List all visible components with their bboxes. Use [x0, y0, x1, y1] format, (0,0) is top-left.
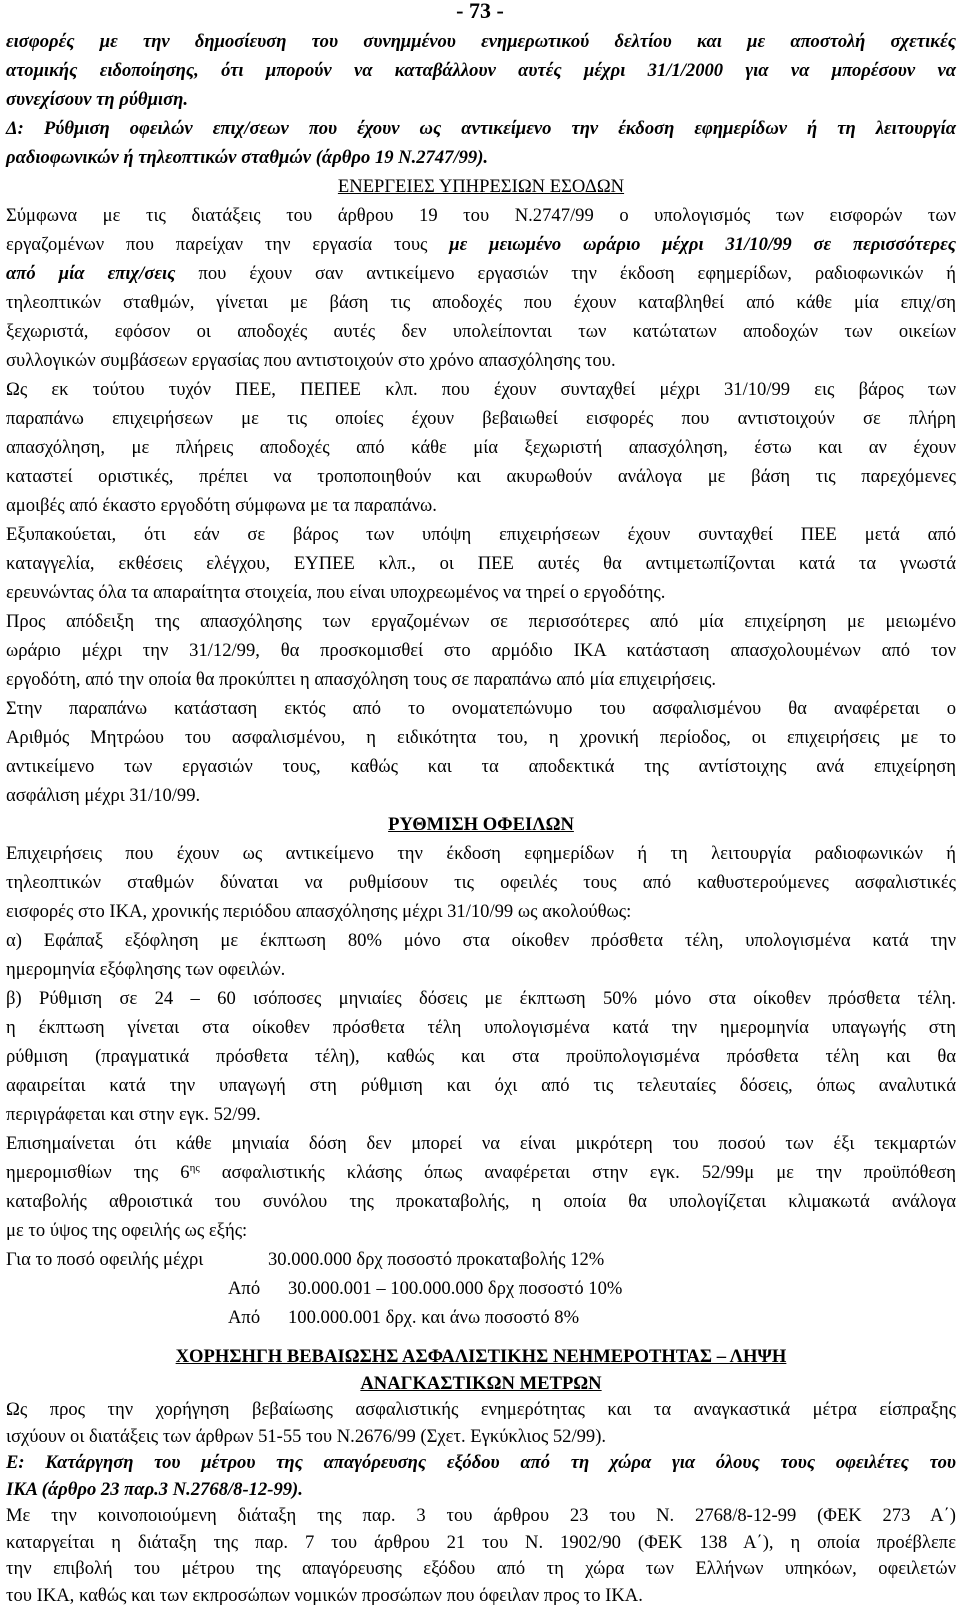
text-line: ατομικής ειδοποίησης, ότι μπορούν να καταβάλλουν αυτές μέχρι 31/1/2000 για να μπορέσουν να — [6, 60, 956, 81]
text-segment: που έχουν σαν αντικείμενο εργασιών την έκδοση εφημερίδων, ραδιοφωνικών ή — [175, 263, 956, 284]
text-line — [6, 1160, 956, 1185]
text-line: Με την κοινοποιούμενη διάταξη της παρ. 3 του άρθρου 23 του Ν. 2768/8-12-99 (ΦΕΚ 273 Α΄) — [6, 1505, 956, 1526]
text-line: απασχόληση, με πλήρεις αποδοχές από κάθε μία ξεχωριστή απασχόληση, έστω και αν έχουν — [6, 437, 956, 458]
text-segment: εργαζομένων που παρείχαν την εργασία τους — [6, 234, 450, 255]
text-line: ημερομηνία εξόφλησης των οφειλών. — [6, 959, 286, 980]
section-heading-e: Ε: Κατάργηση του μέτρου της απαγόρευσης εξόδου από τη χώρα για όλους τους οφειλέτες του — [6, 1452, 956, 1473]
text-segment: ασφαλιστικής κλάσης όπως αναφέρεται στην εγκ. 52/99μ με την προϋπόθεση — [199, 1162, 956, 1183]
text-line: ασφάλιση μέχρι 31/10/99. — [6, 785, 201, 806]
rate-value: 100.000.001 δρχ. και άνω ποσοστό 8% — [288, 1307, 580, 1328]
section-heading-d: Δ: Ρύθμιση οφειλών επιχ/σεων που έχουν ως αντικείμενο την έκδοση εφημερίδων ή τη λειτουργία — [6, 118, 956, 139]
text-line: Στην παραπάνω κατάσταση εκτός από το ονοματεπώνυμο του ασφαλισμένου θα αναφέρεται ο — [6, 698, 956, 719]
text-line: ισχύουν οι διατάξεις των άρθρων 51-55 του Ν.2676/99 (Σχετ. Εγκύκλιος 52/99). — [6, 1425, 607, 1447]
text-line: ραδιοφωνικών ή τηλεοπτικών σταθμών (άρθρο 19 Ν.2747/99). — [6, 147, 489, 168]
text-line: εισφορές στο ΙΚΑ, χρονικής περιόδου απασχόλησης μέχρι 31/10/99 ως ακολούθως: — [6, 901, 632, 922]
text-line: Επιχειρήσεις που έχουν ως αντικείμενο την έκδοση εφημερίδων ή τη λειτουργία ραδιοφωνικών ή — [6, 843, 956, 864]
text-line: αμοιβές από έκαστο εργοδότη σύμφωνα με τα παραπάνω. — [6, 495, 437, 516]
rate-value: 30.000.000 δρχ ποσοστό προκαταβολής 12% — [268, 1249, 605, 1270]
emphasis-text: από μία επιχ/σεις — [6, 263, 176, 284]
heading-debt-settlement: ΡΥΘΜΙΣΗ ΟΦΕΙΛΩΝ — [388, 814, 574, 835]
text-line: ωράριο μέχρι την 31/12/99, θα προσκομισθεί στο αρμόδιο ΙΚΑ κατάσταση απασχολουμένων από τον — [6, 640, 956, 661]
text-line: παραπάνω επιχειρήσεων με τις οποίες έχουν βεβαιωθεί εισφορές που αντιστοιχούν σε πλήρη — [6, 408, 956, 429]
text-line: περιγράφεται και στην εγκ. 52/99. — [6, 1104, 261, 1125]
emphasis-text: με μειωμένο ωράριο μέχρι 31/10/99 σε περισσότερες — [449, 234, 956, 255]
text-line: καταστεί οριστικές, πρέπει να τροποποιηθούν και ακυρωθούν ανάλογα με βάση τις παρεχόμενες — [6, 466, 956, 487]
text-line: εργοδότη, από την οποία θα προκύπτει η απασχόληση τους σε παραπάνω από μία επιχειρήσεις. — [6, 669, 716, 690]
page-number: - 73 - — [456, 0, 504, 23]
rate-row — [228, 1305, 828, 1330]
rate-row — [6, 1247, 956, 1272]
text-line: β) Ρύθμιση σε 24 – 60 ισόποσες μηνιαίες δόσεις με έκπτωση 50% μόνο στα οίκοθεν πρόσθετα τέλη. — [6, 988, 956, 1009]
rate-label: Από — [228, 1278, 261, 1299]
text-line: Επισημαίνεται ότι κάθε μηνιαία δόση δεν μπορεί να είναι μικρότερη του ποσού των έξι τεκμαρτών — [6, 1133, 956, 1154]
text-line — [6, 232, 956, 257]
text-line — [6, 261, 956, 286]
text-line: ξεχωριστά, εφόσον οι αποδοχές αυτές δεν υπολείπονται των κατώτατων αποδοχών των οικείων — [6, 321, 956, 342]
text-line: την επιβολή του μέτρου της απαγόρευσης εξόδου από τη χώρα των Ελλήνων υπηκόων, οφειλετών — [6, 1558, 956, 1579]
text-line: τηλεοπτικών σταθμών δύναται να ρυθμίσουν τις οφειλές τους από καθυστερούμενες ασφαλιστικές — [6, 872, 956, 893]
text-line: αντικείμενο των εργασιών τους, καθώς και τα αποδεκτικά της αντίστοιχης ανά επιχείρηση — [6, 756, 956, 777]
text-line: καταβολής αθροιστικά του συνόλου της προκαταβολής, η οποία θα υπολογίζεται κλιμακωτά ανάλογα — [6, 1191, 956, 1212]
text-line: καταργείται η διάταξη της παρ. 7 του άρθρου 21 του Ν. 1902/90 (ΦΕΚ 138 Α΄), η οποία προέβλεπε — [6, 1531, 956, 1553]
text-line: αφαιρείται κατά την υπαγωγή στη ρύθμιση και όχι από τις τελευταίες δόσεις, όπως αναλυτικά — [6, 1075, 956, 1096]
text-line: Ως εκ τούτου τυχόν ΠΕΕ, ΠΕΠΕΕ κλπ. που έχουν συνταχθεί μέχρι 31/10/99 εις βάρος των — [6, 379, 956, 400]
superscript: ης — [189, 1161, 200, 1174]
text-line: Εξυπακούεται, ότι εάν σε βάρος των υπόψη επιχειρήσεων έχουν συνταχθεί ΠΕΕ μετά από — [6, 524, 956, 545]
text-line: καταγγελία, εκθέσεις ελέγχου, ΕΥΠΕΕ κλπ., οι ΠΕΕ αυτές θα αντιμετωπίζονται κατά τα γνωστά — [6, 553, 956, 574]
text-line: α) Εφάπαξ εξόφληση με έκπτωση 80% μόνο στα οίκοθεν πρόσθετα τέλη, υπολογισμένα κατά την — [6, 930, 956, 951]
text-line: Σύμφωνα με τις διατάξεις του άρθρου 19 του Ν.2747/99 ο υπολογισμός των εισφορών των — [6, 205, 956, 226]
heading-revenue-actions: ΕΝΕΡΓΕΙΕΣ ΥΠΗΡΕΣΙΩΝ ΕΣΟΔΩΝ — [337, 176, 625, 197]
text-line: Προς απόδειξη της απασχόλησης των εργαζομένων σε περισσότερες από μία επιχείρηση με μειωμένο — [6, 611, 956, 632]
text-line: Ως προς την χορήγηση βεβαίωσης ασφαλιστικής ενημερότητας και τα αναγκαστικά μέτρα είσπραξης — [6, 1399, 956, 1420]
text-line: ερευνώντας όλα τα απαραίτητα στοιχεία, που είναι υποχρεωμένος να τηρεί ο εργοδότης. — [6, 582, 666, 603]
text-segment: ημερομισθίων της 6 — [6, 1162, 190, 1183]
heading-insurance-certificate: ΧΟΡΗΣΗΓΗ ΒΕΒΑΙΩΣΗΣ ΑΣΦΑΛΙΣΤΙΚΗΣ ΝΕΗΜΕΡΟΤΗΤΑΣ – ΛΗΨΗ — [175, 1346, 787, 1367]
text-line: η έκπτωση γίνεται στα οίκοθεν πρόσθετα τέλη υπολογισμένα κατά την ημερομηνία υπαγωγής στη — [6, 1017, 956, 1038]
text-line: με το ύψος της οφειλής ως εξής: — [6, 1220, 248, 1241]
text-line: εισφορές με την δημοσίευση του συνημμένου ενημερωτικού δελτίου και με αποστολή σχετικές — [6, 31, 956, 52]
text-line: συνεχίσουν τη ρύθμιση. — [6, 89, 188, 110]
rate-label: Για το ποσό οφειλής μέχρι — [6, 1249, 204, 1270]
heading-enforcement-measures: ΑΝΑΓΚΑΣΤΙΚΩΝ ΜΕΤΡΩΝ — [360, 1372, 602, 1394]
rate-label: Από — [228, 1307, 261, 1328]
text-line: τηλεοπτικών σταθμών, γίνεται με βάση τις αποδοχές που έχουν καταβληθεί από κάθε μία επιχ/ση — [6, 292, 956, 313]
text-line: ρύθμιση (πραγματικά πρόσθετα τέλη), καθώς και στα προϋπολογισμένα πρόσθετα τέλη και θα — [6, 1046, 956, 1067]
rate-row — [228, 1276, 828, 1301]
text-line: του ΙΚΑ, καθώς και των εκπροσώπων νομικών προσώπων που όφειλαν προς το ΙΚΑ. — [6, 1584, 643, 1606]
rate-value: 30.000.001 – 100.000.000 δρχ ποσοστό 10% — [288, 1278, 623, 1299]
section-heading-e-cont: ΙΚΑ (άρθρο 23 παρ.3 Ν.2768/8-12-99). — [6, 1478, 303, 1500]
text-line: συλλογικών συμβάσεων εργασίας που αντιστοιχούν στο χρόνο απασχόλησης του. — [6, 350, 616, 371]
text-line: Αριθμός Μητρώου του ασφαλισμένου, η ειδικότητα του, η χρονική περίοδος, οι επιχειρήσεις με το — [6, 727, 956, 748]
